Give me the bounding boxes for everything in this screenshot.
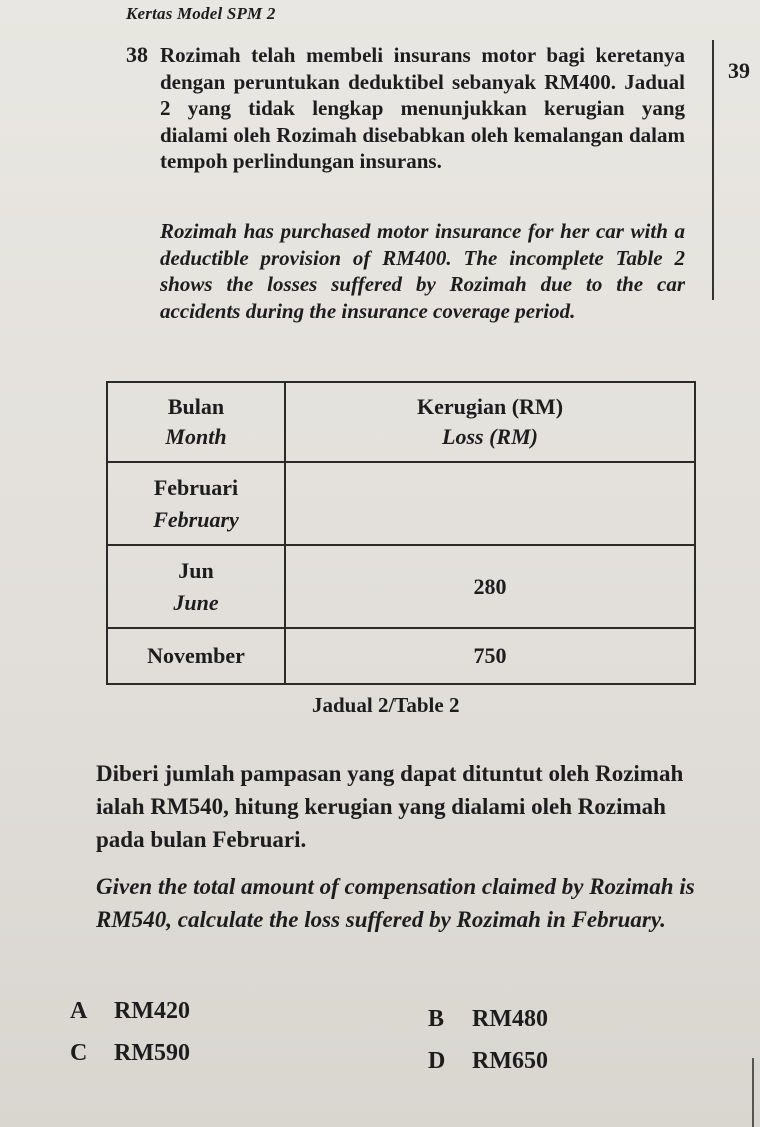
- table-header-row: [107, 382, 695, 462]
- loss-cell: 750: [285, 628, 695, 684]
- option-value: RM590: [114, 1040, 190, 1066]
- header-month-english: Month: [165, 424, 227, 449]
- loss-cell: [285, 462, 695, 545]
- header-month-malay: Bulan: [167, 394, 225, 419]
- option-letter: C: [70, 1040, 88, 1066]
- header-loss-malay: Kerugian (RM): [416, 394, 564, 419]
- prompt-english: Given the total amount of compensation claimed by Rozimah is RM540, calculate the loss suffered by Rozimah in February.: [96, 874, 695, 932]
- option-c[interactable]: [70, 1040, 190, 1067]
- page-header: Kertas Model SPM 2: [126, 4, 276, 23]
- header-month: [107, 382, 285, 462]
- month-malay: Februari: [153, 474, 239, 500]
- option-value: RM650: [472, 1048, 548, 1074]
- option-value: RM480: [472, 1006, 548, 1032]
- option-letter: A: [70, 998, 88, 1024]
- option-d[interactable]: [428, 1048, 548, 1075]
- margin-rule: [712, 40, 714, 300]
- loss-table: [106, 381, 696, 685]
- month-malay: Jun: [178, 557, 214, 583]
- header-loss-english: Loss (RM): [442, 424, 538, 449]
- question-text-english: Rozimah has purchased motor insurance for her car with a deductible provision of RM400. The incomplete Table 2 shows the losses suffered by Rozimah due to the car accidents during the insurance coverage period.: [160, 219, 685, 323]
- month-cell: [107, 628, 285, 684]
- option-letter: D: [428, 1048, 446, 1074]
- loss-cell: 280: [285, 545, 695, 628]
- header-loss: [285, 382, 695, 462]
- option-a[interactable]: [70, 998, 190, 1025]
- question-number: 38: [126, 42, 148, 67]
- month-malay: November: [147, 643, 245, 668]
- margin-question-number: 39: [728, 58, 750, 83]
- question-text-malay: Rozimah telah membeli insurans motor bagi keretanya dengan peruntukan deduktibel sebanyak RM400. Jadual 2 yang tidak lengkap menunjukkan kerugian yang dialami oleh Rozimah disebabkan oleh kemalangan dalam tempoh perlindungan insurans.: [160, 43, 685, 173]
- month-english: February: [153, 506, 239, 532]
- table-row: [107, 628, 695, 684]
- option-value: RM420: [114, 998, 190, 1024]
- prompt-malay: Diberi jumlah pampasan yang dapat dituntut oleh Rozimah ialah RM540, hitung kerugian yang dialami oleh Rozimah pada bulan Februari.: [96, 761, 684, 852]
- option-letter: B: [428, 1006, 445, 1032]
- month-english: June: [173, 589, 219, 615]
- month-cell: [107, 462, 285, 545]
- table-row: [107, 462, 695, 545]
- option-b[interactable]: [428, 1006, 548, 1033]
- table-caption: Jadual 2/Table 2: [312, 693, 460, 717]
- table-row: [107, 545, 695, 628]
- margin-rule-bottom: [752, 1058, 754, 1127]
- month-cell: [107, 545, 285, 628]
